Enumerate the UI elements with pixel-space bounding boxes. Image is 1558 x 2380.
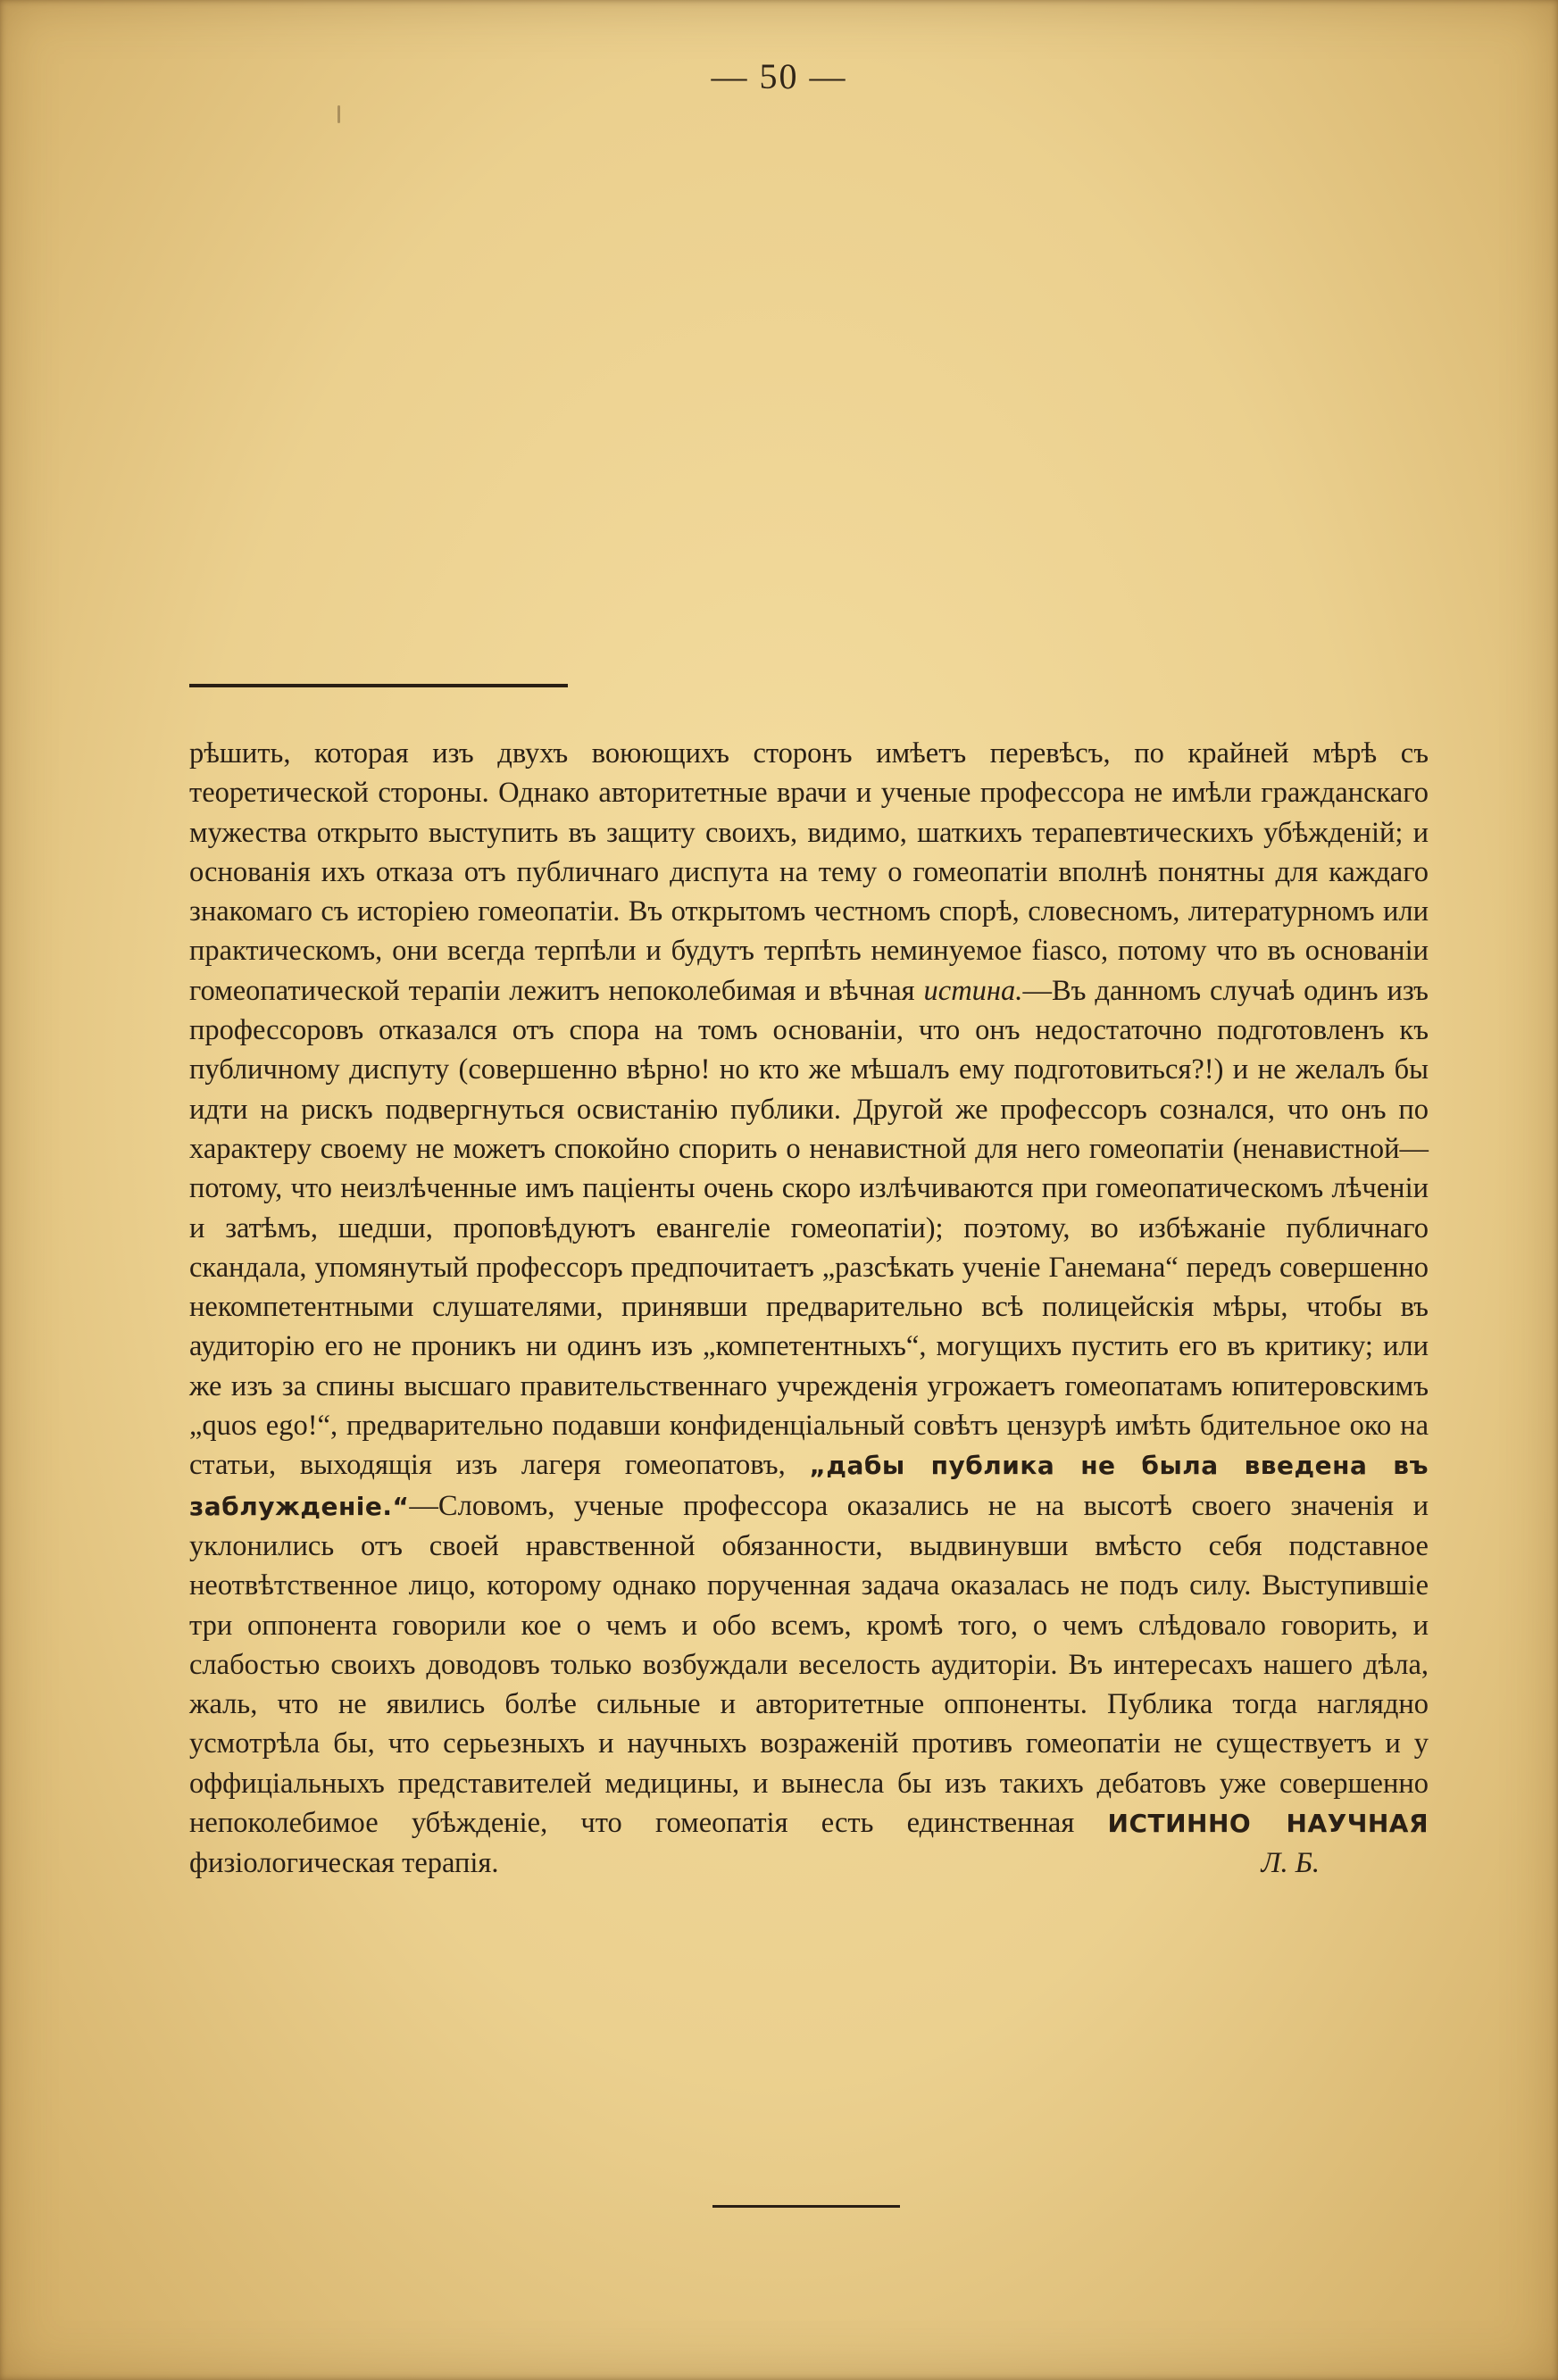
- footnote-separator-rule: [189, 684, 568, 687]
- text-run: рѣшить, которая изъ двухъ воюющихъ сторонъ имѣетъ перевѣсъ, по крайней мѣрѣ съ теоретической стороны. Однако авторитетные врачи и ученые профессора не имѣли гражданскаго мужества открыто выступить въ защиту своихъ, видимо, шаткихъ терапевтическихъ убѣжденій; и основанія ихъ отказа отъ публичнаго диспута на тему о гомеопатіи вполнѣ понятны для каждаго знакомаго съ исторіею гомеопатіи. Въ открытомъ честномъ спорѣ, словесномъ, литературномъ или практическомъ, они всегда терпѣли и будутъ терпѣть неминуемое fiasco, потому что въ основаніи гомеопатической терапіи лежитъ непоколебимая и вѣчная: [189, 737, 1429, 1007]
- article-paragraph: [189, 734, 1429, 1884]
- author-signature: Л. Б.: [1261, 1847, 1320, 1880]
- bold-phrase: ИСТИННО НАУЧНАЯ: [1107, 1809, 1429, 1839]
- text-run: —Въ данномъ случаѣ одинъ изъ профессоровъ отказался отъ спора на томъ основаніи, что онъ недостаточно подготовленъ къ публичному диспуту (совершенно вѣрно! но кто же мѣшалъ ему подготовиться?!) и не желалъ бы идти на рискъ подвергнуться освистанію публики. Другой же профессоръ сознался, что онъ по характеру своему не можетъ спокойно спорить о ненавистной для него гомеопатіи (ненавистной—потому, что неизлѣченные имъ паціенты очень скоро излѣчиваются при гомеопатическомъ лѣченіи и затѣмъ, шедши, проповѣдуютъ евангеліе гомеопатіи); поэтому, во избѣжаніе публичнаго скандала, упомянутый профессоръ предпочитаетъ „разсѣкать ученіе Ганемана“ передъ совершенно некомпетентными слушателями, принявши предварительно всѣ полицейскія мѣры, чтобы въ аудиторію его не проникъ ни одинъ изъ „компетентныхъ“, могущихъ пустить его въ критику; или же изъ за спины высшаго правительственнаго учрежденія угрожаетъ гомеопатамъ юпитеровскимъ „quos ego!“, предварительно подавши конфиденціальный совѣтъ цензурѣ имѣть бдительное око на статьи, выходящія изъ лагеря гомеопатовъ,: [189, 974, 1429, 1482]
- article-body: [189, 734, 1429, 1884]
- bold-quote: „дабы публика не была введена въ заблужденіе.“: [189, 1451, 1429, 1521]
- paper-blemish: [337, 105, 340, 123]
- text-run: физіологическая терапія.: [189, 1847, 499, 1880]
- end-of-article-rule: [712, 2205, 900, 2208]
- page-number: — 50 —: [711, 56, 847, 96]
- emphasized-word: истина.: [923, 974, 1023, 1007]
- text-run: —Словомъ, ученые профессора оказались не на высотѣ своего значенія и уклонились отъ своей нравственной обязанности, выдвинувши вмѣсто себя подставное неотвѣтственное лицо, которому однако порученная задача оказалась не подъ силу. Выступившіе три оппонента говорили кое о чемъ и обо всемъ, кромѣ того, о чемъ слѣдовало говорить, и слабостью своихъ доводовъ только возбуждали веселость аудиторіи. Въ интересахъ нашего дѣла, жаль, что не явились болѣе сильные и авторитетные оппоненты. Публика тогда наглядно усмотрѣла бы, что серьезныхъ и научныхъ возраженій противъ гомеопатіи не существуетъ и у оффиціальныхъ представителей медицины, и вынесла бы изъ такихъ дебатовъ уже совершенно непоколебимое убѣжденіе, что гомеопатія есть единственная: [189, 1489, 1429, 1840]
